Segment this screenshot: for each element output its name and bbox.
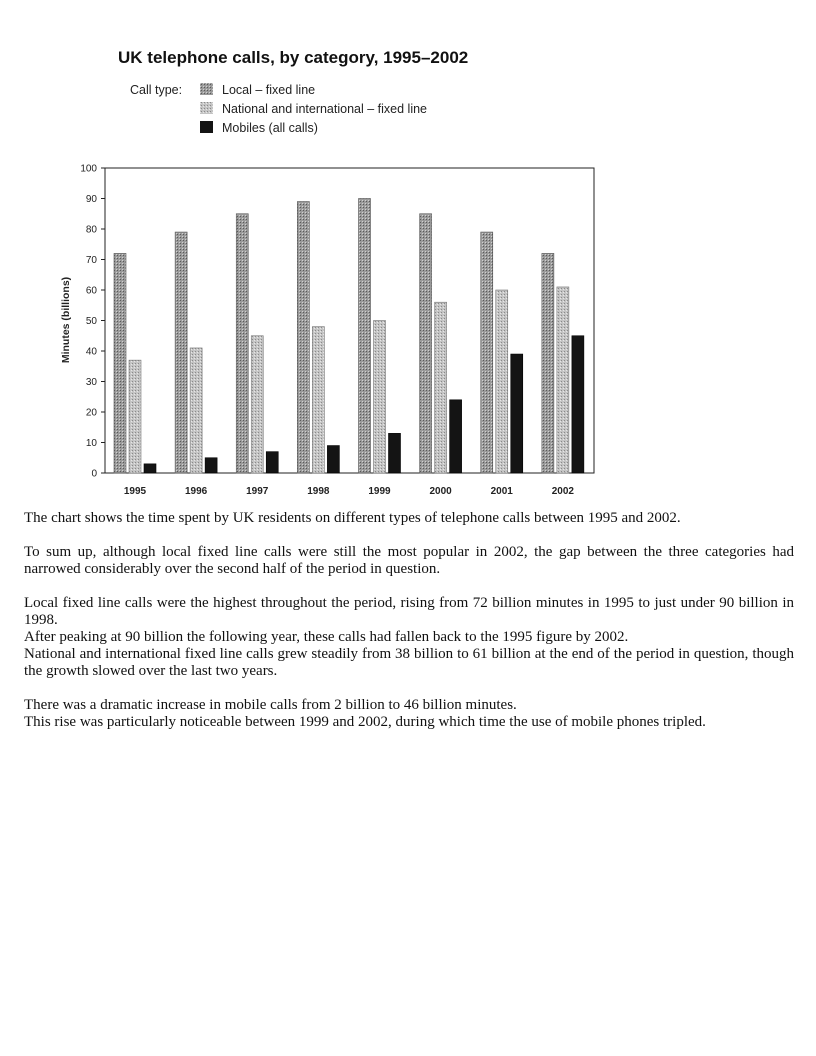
x-tick-label: 1996: [185, 486, 208, 497]
y-tick-label: 100: [80, 163, 97, 175]
paragraph-mobiles-2: This rise was particularly noticeable between 1999 and 2002, during which time the use of mobile phones tripled.: [24, 714, 706, 730]
bar-mobiles: [266, 452, 278, 473]
bar-national: [190, 348, 202, 473]
y-tick-label: 20: [85, 407, 97, 419]
legend-title: Call type:: [130, 83, 183, 97]
legend-swatch-mobiles: [200, 121, 213, 133]
bar-local: [420, 214, 432, 473]
legend-label-mobiles: Mobiles (all calls): [222, 121, 318, 135]
bar-chart: [0, 0, 816, 510]
bar-local: [175, 232, 187, 473]
bar-local: [297, 202, 309, 473]
bar-local: [542, 253, 554, 473]
paragraph-summary: To sum up, although local fixed line calls were still the most popular in 2002, the gap between the three categories had narrowed considerably over the second half of the period in question.: [24, 544, 794, 577]
y-tick-label: 10: [85, 438, 97, 449]
y-axis-label: Minutes (billions): [60, 276, 72, 364]
bar-national: [251, 336, 263, 473]
bar-local: [236, 214, 248, 473]
bar-national: [435, 302, 447, 473]
y-tick-label: 80: [85, 224, 97, 236]
bar-mobiles: [205, 458, 217, 473]
chart-title: UK telephone calls, by category, 1995–2002: [118, 48, 469, 67]
bar-local: [481, 232, 493, 473]
bar-mobiles: [327, 446, 339, 473]
legend-label-local: Local – fixed line: [222, 83, 316, 97]
bar-mobiles: [572, 336, 584, 473]
paragraph-national: National and international fixed line calls grew steadily from 38 billion to 61 billion at the end of the period in question, though the growth slowed over the last two years.: [24, 646, 794, 679]
bar-national: [496, 290, 508, 473]
legend: [130, 83, 427, 135]
bar-local: [114, 253, 126, 473]
description-text: [24, 510, 794, 731]
paragraph-local-1: Local fixed line calls were the highest throughout the period, rising from 72 billion minutes in 1995 to just under 90 billion in 1998.: [24, 595, 794, 628]
plot-area: [80, 164, 594, 498]
x-tick-label: 2001: [490, 486, 513, 497]
x-tick-label: 1998: [307, 486, 330, 497]
y-tick-label: 90: [85, 194, 97, 205]
x-tick-label: 1999: [368, 486, 391, 497]
x-tick-label: 1997: [246, 486, 269, 497]
bar-national: [374, 321, 386, 474]
legend-swatch-local: [200, 83, 213, 95]
bar-mobiles: [389, 433, 401, 473]
legend-label-national: National and international – fixed line: [222, 102, 427, 116]
y-tick-label: 60: [85, 285, 97, 297]
bar-mobiles: [511, 354, 523, 473]
y-tick-label: 40: [85, 346, 97, 358]
legend-swatch-national: [200, 102, 213, 114]
bar-mobiles: [450, 400, 462, 473]
x-tick-label: 1995: [123, 486, 147, 497]
paragraph-intro: The chart shows the time spent by UK residents on different types of telephone calls between 1995 and 2002.: [24, 510, 681, 526]
y-tick-label: 50: [85, 316, 97, 327]
bar-local: [359, 199, 371, 474]
y-tick-label: 0: [91, 468, 97, 480]
paragraph-local-2: After peaking at 90 billion the following year, these calls had fallen back to the 1995 figure by 2002.: [24, 629, 629, 645]
bar-national: [129, 360, 141, 473]
y-tick-label: 70: [85, 255, 97, 266]
x-tick-label: 2000: [429, 486, 452, 497]
bar-mobiles: [144, 464, 156, 473]
bar-national: [557, 287, 569, 473]
paragraph-mobiles-1: There was a dramatic increase in mobile calls from 2 billion to 46 billion minutes.: [24, 697, 517, 713]
bar-national: [312, 327, 324, 473]
x-tick-label: 2002: [551, 486, 574, 497]
y-tick-label: 30: [85, 377, 97, 388]
